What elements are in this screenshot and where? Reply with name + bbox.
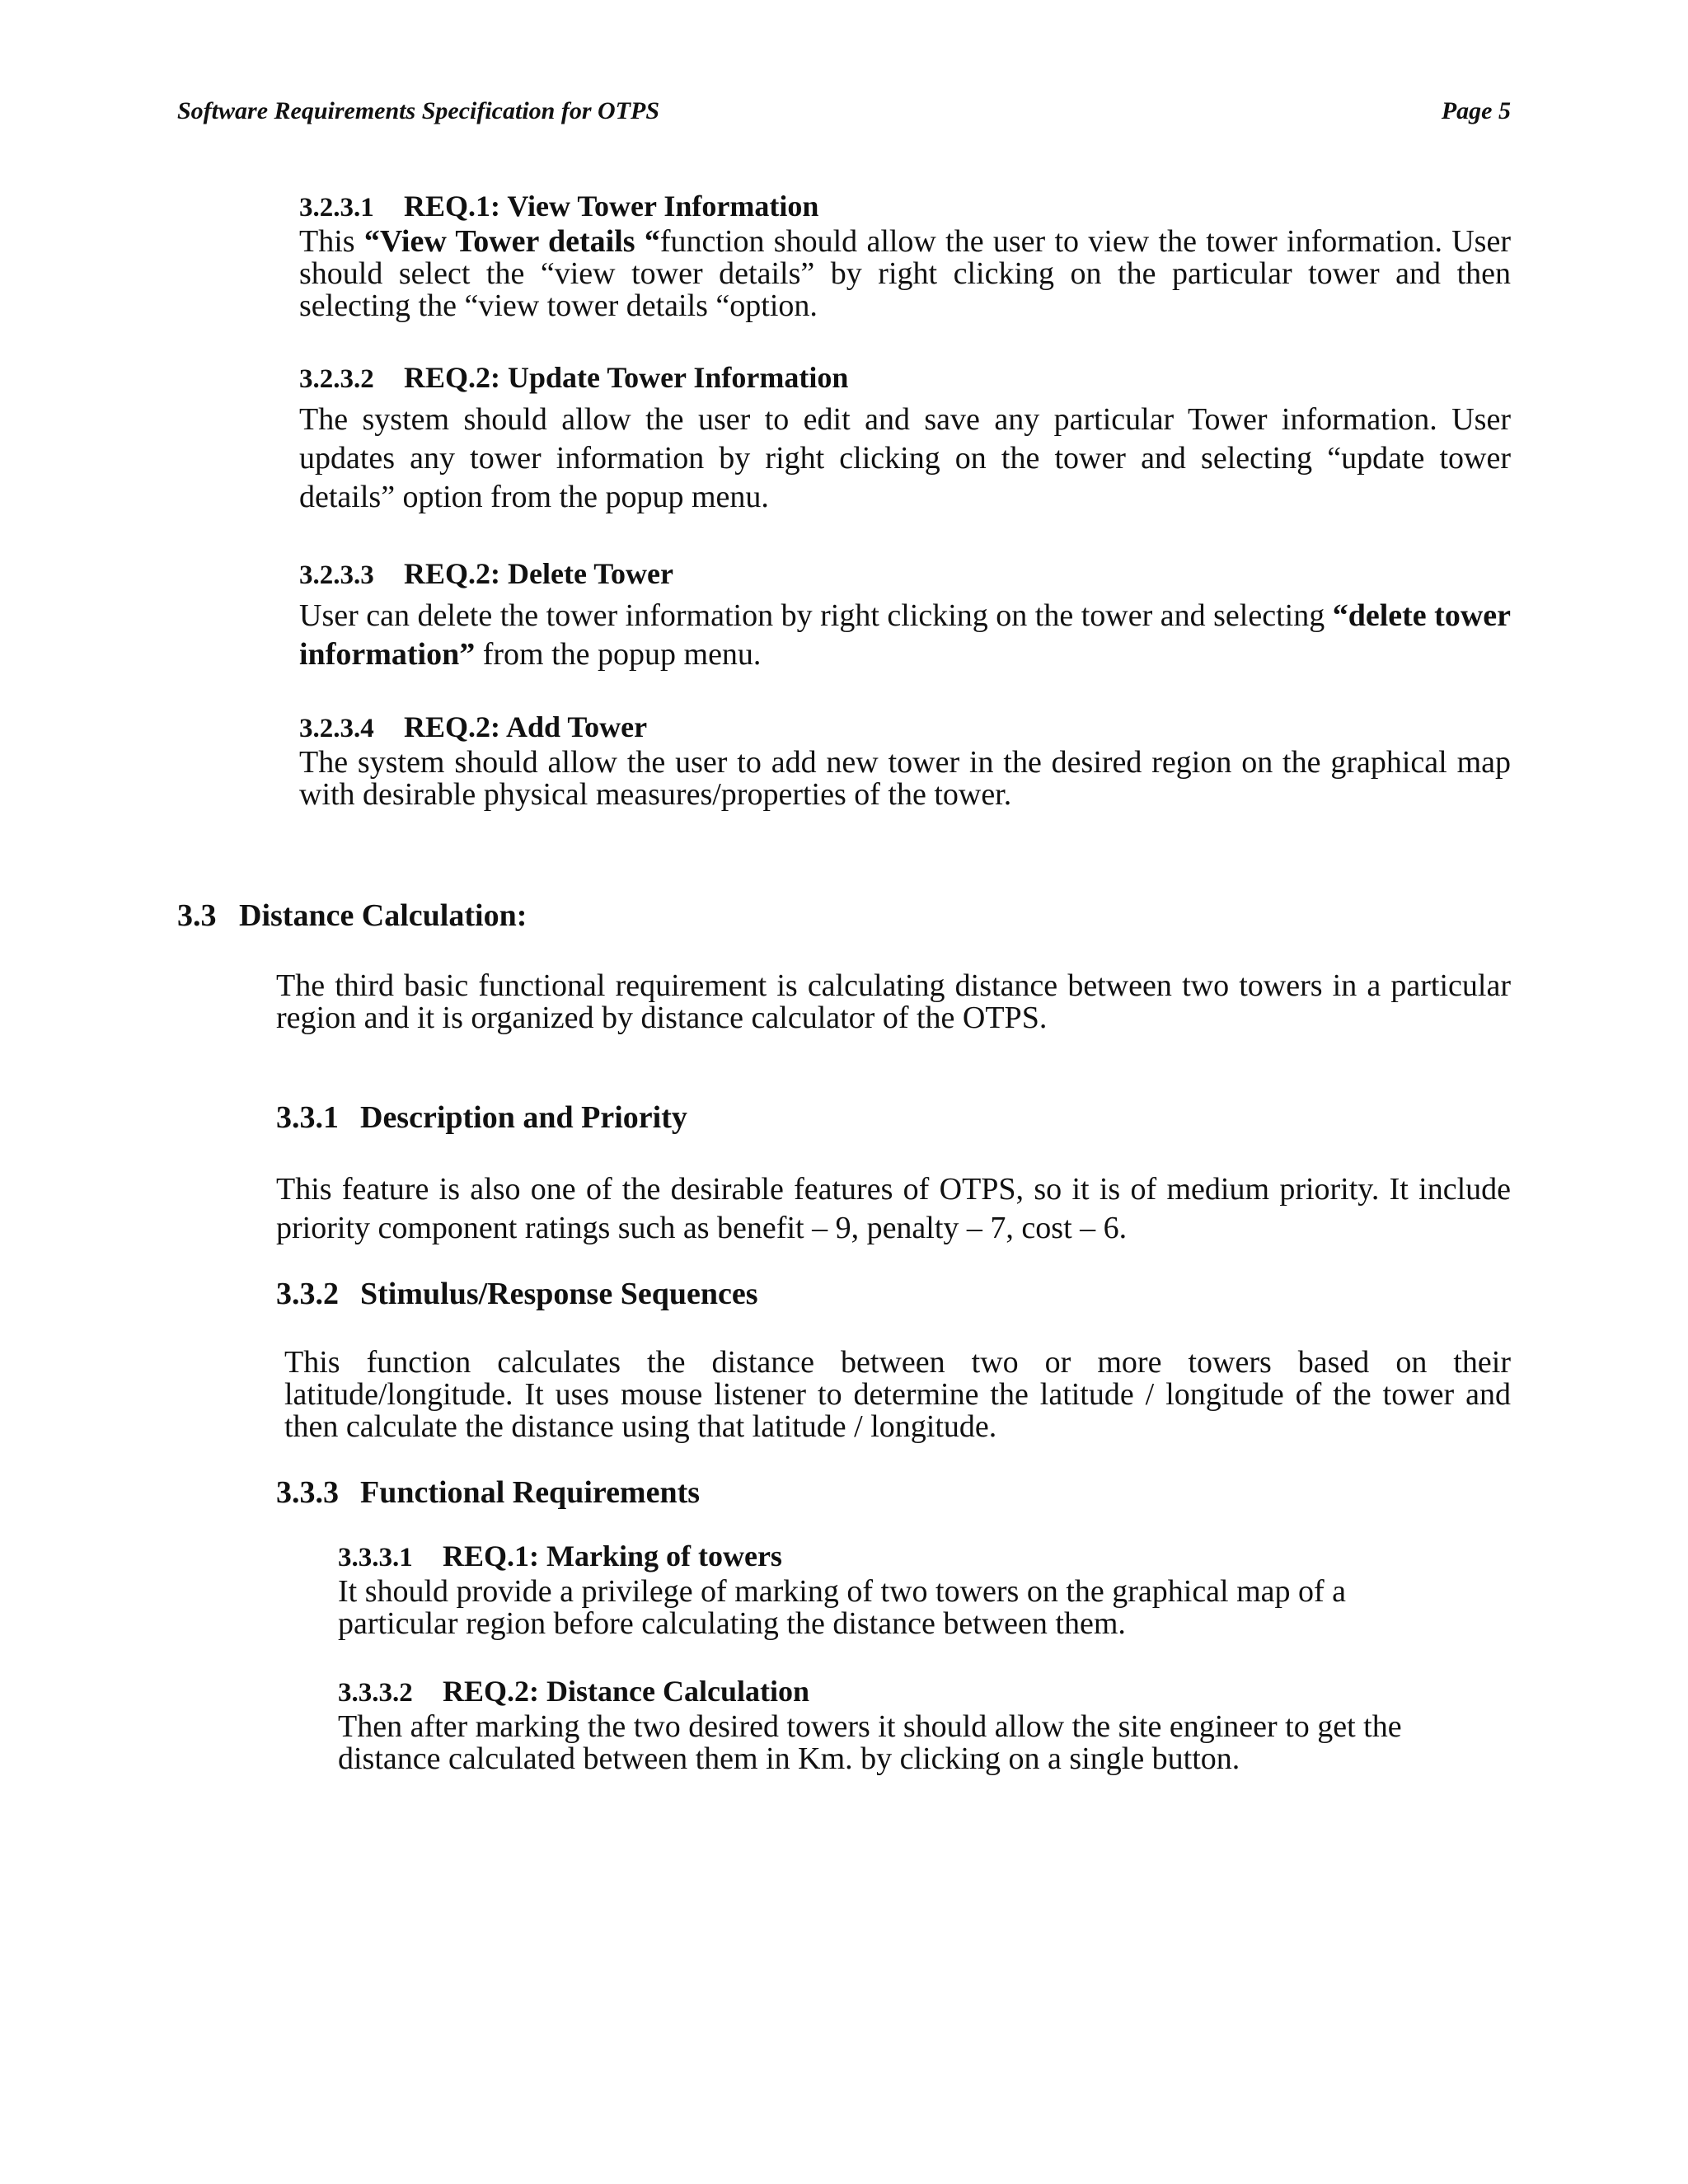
bold-text-run: “View Tower details “	[363, 224, 660, 259]
page-header	[177, 97, 1511, 125]
section-number: 3.3.3	[276, 1475, 339, 1510]
text-run: function should allow the user to view the tower information. User should select the “view tower details” by right clicking on the particular tower and then selecting the “view tower details “option.	[299, 224, 1511, 323]
section-heading	[338, 1538, 1465, 1576]
section-heading	[338, 1673, 1465, 1711]
section-number: 3.3.3.2	[338, 1678, 413, 1708]
section-title: REQ.2: Update Tower Information	[404, 361, 849, 394]
section-title: REQ.2: Delete Tower	[404, 557, 673, 590]
text-run: This	[299, 224, 364, 259]
section-text: Then after marking the two desired towers it should allow the site engineer to get the distance calculated between them in Km. by clicking on a single button.	[338, 1709, 1402, 1776]
section-number: 3.3	[177, 898, 217, 933]
section-text: The system should allow the user to add new tower in the desired region on the graphical map with desirable physical measures/properties of the tower.	[299, 745, 1511, 812]
section-3-3-3-1	[338, 1538, 1465, 1640]
section-text: It should provide a privilege of marking of two towers on the graphical map of a particular region before calculating the distance between them.	[338, 1574, 1347, 1641]
section-3-3-3-2	[338, 1673, 1465, 1775]
section-title: REQ.1: Marking of towers	[443, 1540, 782, 1572]
section-heading	[299, 709, 1511, 747]
section-3-2-3-4	[299, 709, 1511, 811]
section-3-3-3-heading	[276, 1474, 700, 1511]
page-number: Page 5	[1441, 97, 1511, 124]
section-3-3-2-heading	[276, 1275, 757, 1313]
section-heading	[299, 188, 1511, 226]
section-3-3-1-heading	[276, 1099, 687, 1137]
section-number: 3.3.1	[276, 1100, 339, 1135]
section-number: 3.2.3.2	[299, 364, 374, 394]
section-number: 3.2.3.1	[299, 193, 374, 223]
section-text	[299, 597, 1511, 674]
section-3-2-3-3	[299, 555, 1511, 674]
text-run: from the popup menu.	[475, 637, 762, 672]
section-heading	[299, 359, 1511, 397]
section-3-3-heading	[177, 897, 527, 935]
section-title: REQ.1: View Tower Information	[404, 190, 819, 223]
section-number: 3.3.3.1	[338, 1543, 413, 1572]
section-3-3-text: The third basic functional requirement is calculating distance between two towers in a particular region and it is organized by distance calculator of the OTPS.	[276, 968, 1511, 1035]
section-number: 3.2.3.4	[299, 714, 374, 743]
section-text	[299, 226, 1511, 322]
bold-text-run: “delete tower information”	[299, 598, 1512, 672]
document-title: Software Requirements Specification for OTPS	[177, 97, 659, 124]
section-3-3-2-text: This function calculates the distance between two or more towers based on their latitude/longitude. It uses mouse listener to determine the latitude / longitude of the tower and then calculate the distance using that latitude / longitude.	[284, 1345, 1511, 1444]
section-text: The system should allow the user to edit and save any particular Tower information. User updates any tower information by right clicking on the tower and selecting “update tower details” option from the popup menu.	[299, 402, 1511, 514]
section-3-2-3-1	[299, 188, 1511, 322]
section-title: Stimulus/Response Sequences	[360, 1277, 758, 1311]
text-run: User can delete the tower information by right clicking on the tower and selecting	[299, 598, 1333, 633]
section-heading	[299, 555, 1511, 593]
section-title: Functional Requirements	[360, 1475, 701, 1510]
section-3-3-1-text: This feature is also one of the desirable features of OTPS, so it is of medium priority. It include priority component ratings such as benefit – 9, penalty – 7, cost – 6.	[276, 1172, 1511, 1245]
section-3-2-3-2	[299, 359, 1511, 517]
section-title: REQ.2: Add Tower	[404, 710, 648, 743]
section-title: REQ.2: Distance Calculation	[443, 1675, 809, 1708]
section-title: Distance Calculation:	[239, 898, 528, 933]
section-number: 3.2.3.3	[299, 560, 374, 590]
section-title: Description and Priority	[360, 1100, 687, 1135]
section-number: 3.3.2	[276, 1277, 339, 1311]
